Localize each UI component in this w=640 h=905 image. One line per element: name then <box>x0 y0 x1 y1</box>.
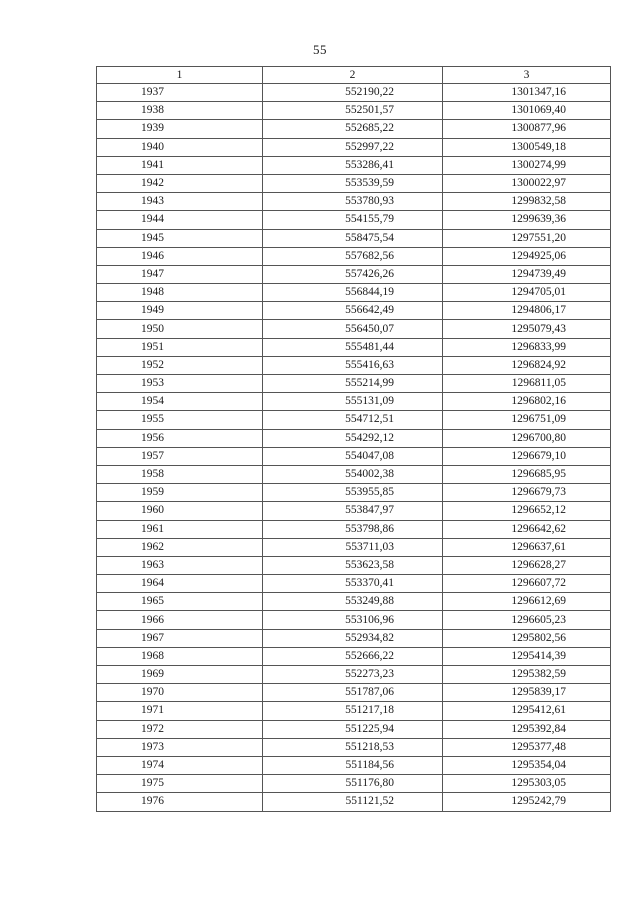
value-2-cell: 554712,51 <box>263 411 443 429</box>
table-row <box>97 284 611 302</box>
value-3-cell: 1297551,20 <box>443 229 611 247</box>
value-2-cell: 553798,86 <box>263 520 443 538</box>
value-3-cell: 1295839,17 <box>443 684 611 702</box>
table-row <box>97 229 611 247</box>
value-2-cell: 554292,12 <box>263 429 443 447</box>
year-cell: 1975 <box>97 775 263 793</box>
year-cell: 1959 <box>97 484 263 502</box>
table-row <box>97 411 611 429</box>
year-cell: 1954 <box>97 393 263 411</box>
table-row <box>97 738 611 756</box>
year-cell: 1943 <box>97 193 263 211</box>
value-2-cell: 555131,09 <box>263 393 443 411</box>
table-row <box>97 84 611 102</box>
year-cell: 1973 <box>97 738 263 756</box>
table-row <box>97 338 611 356</box>
table-row <box>97 756 611 774</box>
year-cell: 1940 <box>97 138 263 156</box>
value-2-cell: 552934,82 <box>263 629 443 647</box>
value-3-cell: 1296824,92 <box>443 356 611 374</box>
table-row <box>97 193 611 211</box>
value-2-cell: 553249,88 <box>263 593 443 611</box>
table-row <box>97 593 611 611</box>
value-3-cell: 1295242,79 <box>443 793 611 811</box>
year-cell: 1965 <box>97 593 263 611</box>
table-row <box>97 356 611 374</box>
page-number: 55 <box>313 42 327 57</box>
table-row <box>97 393 611 411</box>
value-2-cell: 556642,49 <box>263 302 443 320</box>
year-cell: 1960 <box>97 502 263 520</box>
value-2-cell: 554047,08 <box>263 447 443 465</box>
year-cell: 1966 <box>97 611 263 629</box>
value-2-cell: 551121,52 <box>263 793 443 811</box>
value-3-cell: 1296652,12 <box>443 502 611 520</box>
value-2-cell: 555416,63 <box>263 356 443 374</box>
value-2-cell: 553780,93 <box>263 193 443 211</box>
table-row <box>97 211 611 229</box>
value-3-cell: 1294705,01 <box>443 284 611 302</box>
year-cell: 1974 <box>97 756 263 774</box>
year-cell: 1944 <box>97 211 263 229</box>
year-cell: 1951 <box>97 338 263 356</box>
value-2-cell: 556450,07 <box>263 320 443 338</box>
value-2-cell: 551218,53 <box>263 738 443 756</box>
value-2-cell: 555214,99 <box>263 375 443 393</box>
year-cell: 1957 <box>97 447 263 465</box>
value-3-cell: 1296637,61 <box>443 538 611 556</box>
year-cell: 1964 <box>97 575 263 593</box>
table-row <box>97 247 611 265</box>
value-3-cell: 1296607,72 <box>443 575 611 593</box>
value-3-cell: 1296642,62 <box>443 520 611 538</box>
value-2-cell: 552997,22 <box>263 138 443 156</box>
value-2-cell: 551176,80 <box>263 775 443 793</box>
value-3-cell: 1294806,17 <box>443 302 611 320</box>
value-3-cell: 1295412,61 <box>443 702 611 720</box>
value-3-cell: 1296685,95 <box>443 465 611 483</box>
header-row <box>97 67 611 84</box>
year-cell: 1963 <box>97 556 263 574</box>
value-3-cell: 1295354,04 <box>443 756 611 774</box>
value-2-cell: 552501,57 <box>263 102 443 120</box>
value-3-cell: 1295303,05 <box>443 775 611 793</box>
value-2-cell: 551225,94 <box>263 720 443 738</box>
year-cell: 1946 <box>97 247 263 265</box>
value-3-cell: 1300549,18 <box>443 138 611 156</box>
year-cell: 1941 <box>97 156 263 174</box>
year-cell: 1955 <box>97 411 263 429</box>
table-header <box>97 67 611 84</box>
value-2-cell: 553370,41 <box>263 575 443 593</box>
year-cell: 1976 <box>97 793 263 811</box>
value-2-cell: 553286,41 <box>263 156 443 174</box>
year-cell: 1972 <box>97 720 263 738</box>
table-row <box>97 520 611 538</box>
table-row <box>97 102 611 120</box>
value-3-cell: 1296833,99 <box>443 338 611 356</box>
year-cell: 1937 <box>97 84 263 102</box>
value-3-cell: 1300274,99 <box>443 156 611 174</box>
value-2-cell: 552685,22 <box>263 120 443 138</box>
year-cell: 1947 <box>97 265 263 283</box>
year-cell: 1970 <box>97 684 263 702</box>
value-3-cell: 1296811,05 <box>443 375 611 393</box>
year-cell: 1948 <box>97 284 263 302</box>
value-3-cell: 1299639,36 <box>443 211 611 229</box>
value-3-cell: 1296751,09 <box>443 411 611 429</box>
value-2-cell: 557426,26 <box>263 265 443 283</box>
table-row <box>97 793 611 811</box>
column-header-1: 1 <box>97 67 263 84</box>
year-cell: 1952 <box>97 356 263 374</box>
value-2-cell: 554002,38 <box>263 465 443 483</box>
value-2-cell: 557682,56 <box>263 247 443 265</box>
table-row <box>97 647 611 665</box>
value-2-cell: 553847,97 <box>263 502 443 520</box>
value-2-cell: 556844,19 <box>263 284 443 302</box>
value-2-cell: 553955,85 <box>263 484 443 502</box>
year-cell: 1958 <box>97 465 263 483</box>
year-cell: 1971 <box>97 702 263 720</box>
table-row <box>97 575 611 593</box>
table-row <box>97 156 611 174</box>
value-3-cell: 1301347,16 <box>443 84 611 102</box>
value-3-cell: 1300877,96 <box>443 120 611 138</box>
value-2-cell: 553623,58 <box>263 556 443 574</box>
value-3-cell: 1295414,39 <box>443 647 611 665</box>
value-2-cell: 552273,23 <box>263 666 443 684</box>
table-row <box>97 538 611 556</box>
value-2-cell: 551184,56 <box>263 756 443 774</box>
table-row <box>97 265 611 283</box>
year-cell: 1961 <box>97 520 263 538</box>
year-cell: 1950 <box>97 320 263 338</box>
value-3-cell: 1301069,40 <box>443 102 611 120</box>
coordinates-table <box>96 66 611 812</box>
year-cell: 1945 <box>97 229 263 247</box>
value-3-cell: 1296612,69 <box>443 593 611 611</box>
value-3-cell: 1296628,27 <box>443 556 611 574</box>
table-row <box>97 375 611 393</box>
value-3-cell: 1295382,59 <box>443 666 611 684</box>
value-2-cell: 553106,96 <box>263 611 443 629</box>
table-row <box>97 684 611 702</box>
value-3-cell: 1296802,16 <box>443 393 611 411</box>
table-row <box>97 302 611 320</box>
value-3-cell: 1296679,73 <box>443 484 611 502</box>
year-cell: 1956 <box>97 429 263 447</box>
table-row <box>97 502 611 520</box>
value-2-cell: 555481,44 <box>263 338 443 356</box>
value-3-cell: 1299832,58 <box>443 193 611 211</box>
value-3-cell: 1295079,43 <box>443 320 611 338</box>
table-row <box>97 120 611 138</box>
table-row <box>97 174 611 192</box>
table-row <box>97 465 611 483</box>
value-3-cell: 1294739,49 <box>443 265 611 283</box>
table-row <box>97 775 611 793</box>
value-2-cell: 558475,54 <box>263 229 443 247</box>
value-3-cell: 1295392,84 <box>443 720 611 738</box>
value-3-cell: 1296679,10 <box>443 447 611 465</box>
year-cell: 1942 <box>97 174 263 192</box>
year-cell: 1949 <box>97 302 263 320</box>
table-row <box>97 611 611 629</box>
table-row <box>97 629 611 647</box>
value-3-cell: 1296700,80 <box>443 429 611 447</box>
column-header-3: 3 <box>443 67 611 84</box>
value-2-cell: 551217,18 <box>263 702 443 720</box>
value-2-cell: 554155,79 <box>263 211 443 229</box>
year-cell: 1968 <box>97 647 263 665</box>
year-cell: 1967 <box>97 629 263 647</box>
value-3-cell: 1300022,97 <box>443 174 611 192</box>
table-row <box>97 484 611 502</box>
table-row <box>97 320 611 338</box>
value-2-cell: 551787,06 <box>263 684 443 702</box>
table-row <box>97 720 611 738</box>
value-2-cell: 552666,22 <box>263 647 443 665</box>
year-cell: 1938 <box>97 102 263 120</box>
table-row <box>97 429 611 447</box>
table-body <box>97 84 611 812</box>
value-3-cell: 1296605,23 <box>443 611 611 629</box>
value-3-cell: 1294925,06 <box>443 247 611 265</box>
table-row <box>97 138 611 156</box>
value-2-cell: 553539,59 <box>263 174 443 192</box>
year-cell: 1939 <box>97 120 263 138</box>
year-cell: 1953 <box>97 375 263 393</box>
table-row <box>97 556 611 574</box>
value-3-cell: 1295377,48 <box>443 738 611 756</box>
value-2-cell: 552190,22 <box>263 84 443 102</box>
table-row <box>97 666 611 684</box>
column-header-2: 2 <box>263 67 443 84</box>
value-3-cell: 1295802,56 <box>443 629 611 647</box>
table-row <box>97 702 611 720</box>
value-2-cell: 553711,03 <box>263 538 443 556</box>
year-cell: 1969 <box>97 666 263 684</box>
table-row <box>97 447 611 465</box>
year-cell: 1962 <box>97 538 263 556</box>
